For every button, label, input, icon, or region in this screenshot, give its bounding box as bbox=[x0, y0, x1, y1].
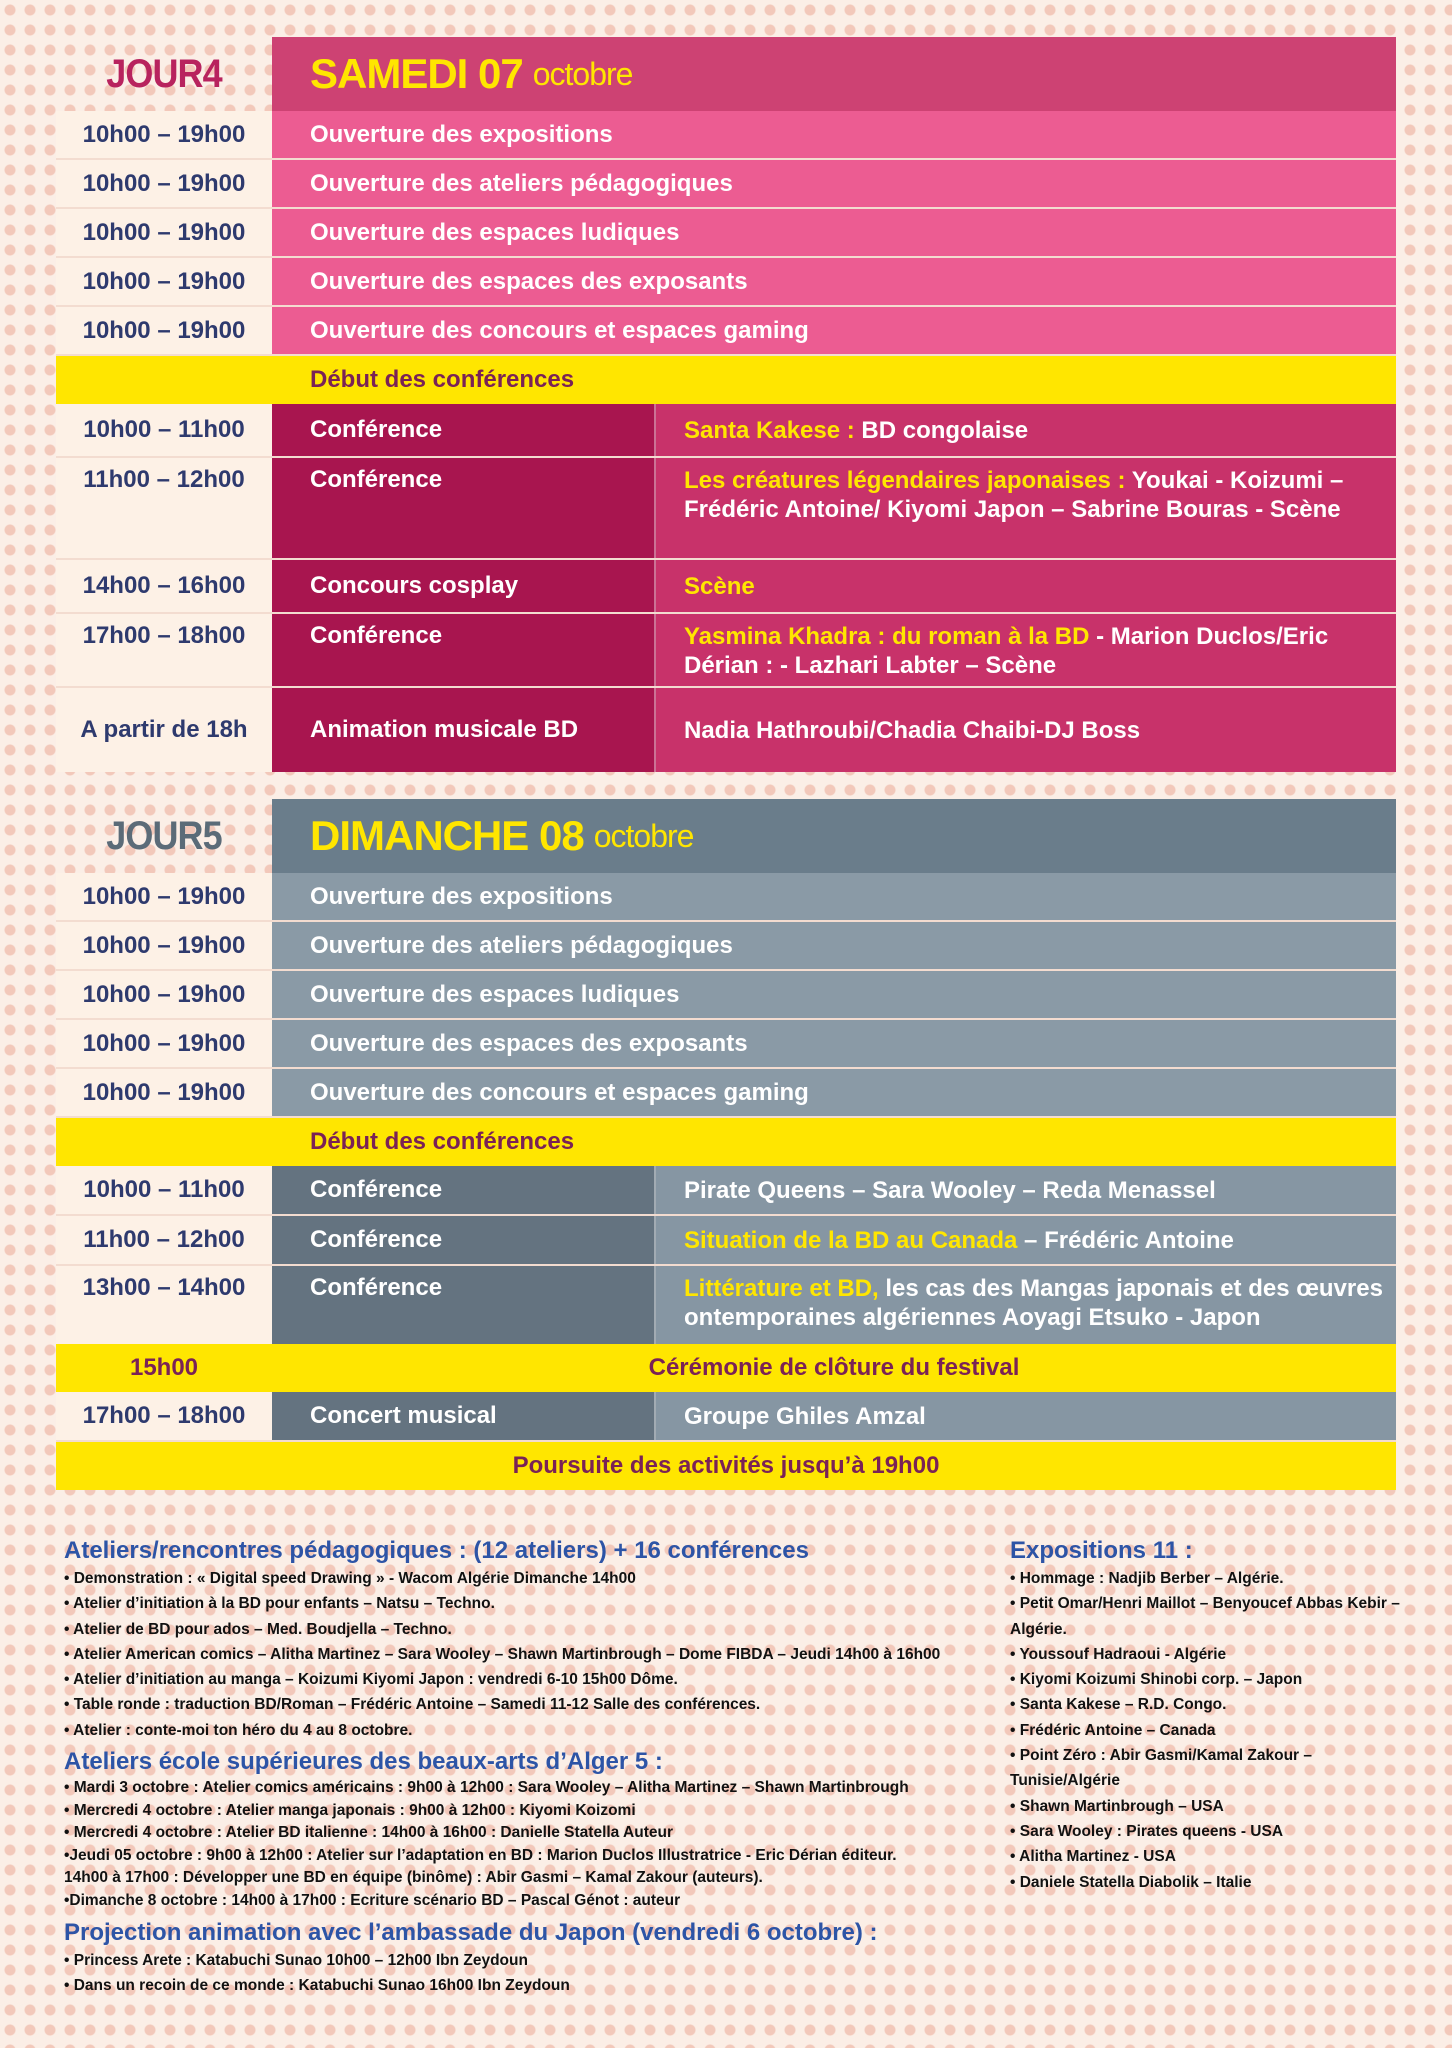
event-row bbox=[56, 560, 1396, 614]
day4-month: octobre bbox=[532, 55, 633, 92]
detail-text: Nadia Hathroubi/Chadia Chaibi-DJ Boss bbox=[684, 716, 1141, 744]
activity-cell: Concert musical bbox=[272, 1392, 656, 1440]
detail-text: – Frédéric Antoine bbox=[1017, 1226, 1234, 1254]
detail-highlight: Littérature et BD, bbox=[684, 1275, 879, 1302]
day5-month: octobre bbox=[593, 817, 694, 854]
projection-heading: Projection animation avec l’ambassade du Japon (vendredi 6 octobre) : bbox=[64, 1919, 878, 1947]
time-cell: 13h00 – 14h00 bbox=[56, 1266, 272, 1344]
detail-cell bbox=[656, 688, 1396, 772]
activity-cell: Conférence bbox=[272, 404, 656, 456]
time-cell: 10h00 – 19h00 bbox=[56, 873, 272, 920]
detail-text: Youkai - Koizumi – Frédéric Antoine/ Kiyomi Japon – Sabrine Bouras - Scène bbox=[684, 467, 1344, 523]
ecole-heading: Ateliers école supérieures des beaux-arts d’Alger 5 : bbox=[64, 1748, 663, 1776]
list-item: •Jeudi 05 octobre : 9h00 à 12h00 : Atelier sur l’adaptation en BD : Marion Duclos Illustratrice - Eric Dérian éditeur. bbox=[64, 1846, 897, 1864]
day4-header bbox=[56, 37, 1396, 111]
opening-label: Ouverture des espaces ludiques bbox=[272, 209, 1396, 256]
opening-label: Ouverture des concours et espaces gaming bbox=[272, 307, 1396, 354]
opening-label: Ouverture des espaces des exposants bbox=[272, 1020, 1396, 1067]
day4-schedule bbox=[56, 37, 1396, 772]
event-row bbox=[56, 614, 1396, 688]
list-item: • Atelier de BD pour ados – Med. Boudjella – Techno. bbox=[64, 1620, 452, 1638]
list-item: • Hommage : Nadjib Berber – Algérie. bbox=[1010, 1570, 1284, 1587]
day5-header bbox=[56, 799, 1396, 873]
schedule-row bbox=[56, 873, 1396, 922]
time-cell: 10h00 – 19h00 bbox=[56, 971, 272, 1018]
list-item: • Atelier d’initiation au manga – Koizumi Kiyomi Japon : vendredi 6-10 15h00 Dôme. bbox=[64, 1671, 678, 1689]
event-row bbox=[56, 1216, 1396, 1266]
schedule-row bbox=[56, 1020, 1396, 1069]
opening-label: Ouverture des expositions bbox=[272, 873, 1396, 920]
detail-cell bbox=[656, 404, 1396, 456]
detail-highlight: Santa Kakese : bbox=[684, 416, 855, 444]
day4-label: JOUR4 bbox=[106, 51, 222, 96]
list-item: • Kiyomi Koizumi Shinobi corp. – Japon bbox=[1010, 1671, 1303, 1689]
detail-cell bbox=[656, 1216, 1396, 1264]
time-cell: 10h00 – 19h00 bbox=[56, 209, 272, 256]
day5-title bbox=[272, 799, 1396, 873]
schedule-row bbox=[56, 160, 1396, 209]
schedule-row bbox=[56, 922, 1396, 971]
schedule-row bbox=[56, 258, 1396, 307]
time-cell: 11h00 – 12h00 bbox=[56, 458, 272, 558]
activity-cell: Conférence bbox=[272, 1266, 656, 1344]
opening-label: Ouverture des ateliers pédagogiques bbox=[272, 922, 1396, 969]
activity-cell: Conférence bbox=[272, 1166, 656, 1214]
detail-cell: Groupe Ghiles Amzal bbox=[656, 1392, 1396, 1440]
event-row bbox=[56, 688, 1396, 772]
opening-label: Ouverture des espaces des exposants bbox=[272, 258, 1396, 305]
event-row bbox=[56, 1166, 1396, 1216]
detail-highlight: Yasmina Khadra : du roman à la BD bbox=[684, 623, 1090, 650]
opening-label: Ouverture des espaces ludiques bbox=[272, 971, 1396, 1018]
day5-label: JOUR5 bbox=[106, 813, 222, 858]
time-cell: 10h00 – 19h00 bbox=[56, 922, 272, 969]
schedule-row bbox=[56, 111, 1396, 160]
day4-title bbox=[272, 37, 1396, 111]
schedule-row bbox=[56, 209, 1396, 258]
detail-cell bbox=[656, 614, 1396, 686]
list-item: • Atelier American comics – Alitha Martinez – Sara Wooley – Shawn Martinbrough – Dome FIBDA – Jeudi 14h00 à 16h00 bbox=[64, 1645, 941, 1663]
event-row bbox=[56, 1266, 1396, 1344]
conference-banner bbox=[56, 356, 1396, 404]
detail-highlight: Les créatures légendaires japonaises : bbox=[684, 467, 1126, 494]
schedule-row bbox=[56, 307, 1396, 356]
detail-text: les cas des Mangas japonais et des œuvres ontemporaines algériennes Aoyagi Etsuko - Japon bbox=[684, 1275, 1383, 1331]
list-item: • Atelier : conte-moi ton héro du 4 au 8 octobre. bbox=[64, 1721, 413, 1739]
detail-cell bbox=[656, 1266, 1396, 1344]
detail-highlight: Scène bbox=[684, 572, 755, 600]
list-item: • Frédéric Antoine – Canada bbox=[1010, 1721, 1216, 1739]
list-item: • Youssouf Hadraoui - Algérie bbox=[1010, 1645, 1227, 1663]
time-cell: 10h00 – 19h00 bbox=[56, 258, 272, 305]
opening-label: Ouverture des concours et espaces gaming bbox=[272, 1069, 1396, 1116]
time-cell: 10h00 – 11h00 bbox=[56, 1166, 272, 1214]
event-row bbox=[56, 404, 1396, 458]
opening-label: Ouverture des ateliers pédagogiques bbox=[272, 160, 1396, 207]
day5-schedule bbox=[56, 799, 1396, 1490]
ateliers-heading: Ateliers/rencontres pédagogiques : (12 ateliers) + 16 conférences bbox=[64, 1537, 809, 1564]
event-row bbox=[56, 1392, 1396, 1442]
activity-cell: Concours cosplay bbox=[272, 560, 656, 612]
list-item: • Petit Omar/Henri Maillot – Benyoucef Abbas Kebir – Algérie. bbox=[1010, 1595, 1400, 1638]
event-row bbox=[56, 458, 1396, 560]
detail-cell bbox=[656, 560, 1396, 612]
list-item: • Alitha Martinez - USA bbox=[1010, 1848, 1176, 1866]
detail-cell bbox=[656, 1166, 1396, 1214]
activity-cell: Conférence bbox=[272, 1216, 656, 1264]
list-item: • Mardi 3 octobre : Atelier comics américains : 9h00 à 12h00 : Sara Wooley – Alitha Martinez – Shawn Martinbrough bbox=[64, 1779, 909, 1797]
time-cell: 10h00 – 19h00 bbox=[56, 111, 272, 158]
detail-highlight: Situation de la BD au Canada bbox=[684, 1226, 1018, 1254]
time-cell: 14h00 – 16h00 bbox=[56, 560, 272, 612]
time-cell: 10h00 – 19h00 bbox=[56, 1020, 272, 1067]
list-item: • Atelier d’initiation à la BD pour enfants – Natsu – Techno. bbox=[64, 1595, 495, 1613]
schedule-row bbox=[56, 1069, 1396, 1118]
list-item: •Dimanche 8 octobre : 14h00 à 17h00 : Ecriture scénario BD – Pascal Génot : auteur bbox=[64, 1891, 681, 1909]
expositions-heading: Expositions 11 : bbox=[1010, 1537, 1193, 1564]
closing-banner bbox=[56, 1442, 1396, 1490]
list-item: • Mercredi 4 octobre : Atelier manga japonais : 9h00 à 12h00 : Kiyomi Koizomi bbox=[64, 1801, 636, 1819]
time-cell: A partir de 18h bbox=[56, 688, 272, 772]
info-right-column bbox=[1010, 1536, 1400, 1895]
time-cell: 10h00 – 11h00 bbox=[56, 404, 272, 456]
list-item: • Dans un recoin de ce monde : Katabuchi Sunao 16h00 Ibn Zeydoun bbox=[64, 1977, 570, 1995]
info-left-column bbox=[64, 1536, 1024, 1999]
list-item: • Sara Wooley : Pirates queens - USA bbox=[1010, 1822, 1284, 1840]
list-item: • Princess Arete : Katabuchi Sunao 10h00 – 12h00 Ibn Zeydoun bbox=[64, 1952, 528, 1970]
time-cell: 10h00 – 19h00 bbox=[56, 160, 272, 207]
day4-date: SAMEDI 07 bbox=[310, 50, 523, 97]
time-cell: 17h00 – 18h00 bbox=[56, 614, 272, 686]
detail-text: BD congolaise bbox=[854, 416, 1029, 444]
list-item: • Shawn Martinbrough – USA bbox=[1010, 1797, 1224, 1815]
closing-label: Poursuite des activités jusqu’à 19h00 bbox=[512, 1452, 940, 1479]
day5-date: DIMANCHE 08 bbox=[310, 812, 584, 859]
ceremony-time: 15h00 bbox=[129, 1354, 199, 1381]
list-item: • Table ronde : traduction BD/Roman – Frédéric Antoine – Samedi 11-12 Salle des conférences. bbox=[64, 1696, 761, 1714]
conference-banner-label: Début des conférences bbox=[310, 1128, 575, 1155]
time-cell: 10h00 – 19h00 bbox=[56, 1069, 272, 1116]
ceremony-banner bbox=[56, 1344, 1396, 1392]
list-item: • Demonstration : « Digital speed Drawing » - Wacom Algérie Dimanche 14h00 bbox=[64, 1570, 636, 1587]
conference-banner bbox=[56, 1118, 1396, 1166]
list-item: • Mercredi 4 octobre : Atelier BD italienne : 14h00 à 16h00 : Danielle Statella Auteur bbox=[64, 1824, 673, 1842]
list-item: 14h00 à 17h00 : Développer une BD en équipe (binôme) : Abir Gasmi – Kamal Zakour (auteurs). bbox=[64, 1869, 763, 1887]
activity-cell: Conférence bbox=[272, 458, 656, 558]
conference-banner-label: Début des conférences bbox=[310, 366, 575, 393]
detail-text: - Marion Duclos/Eric Dérian : - Lazhari Labter – Scène bbox=[684, 623, 1329, 679]
time-cell: 17h00 – 18h00 bbox=[56, 1392, 272, 1440]
opening-label: Ouverture des expositions bbox=[272, 111, 1396, 158]
schedule-row bbox=[56, 971, 1396, 1020]
list-item: • Daniele Statella Diabolik – Italie bbox=[1010, 1873, 1252, 1891]
list-item: • Santa Kakese – R.D. Congo. bbox=[1010, 1696, 1227, 1714]
time-cell: 10h00 – 19h00 bbox=[56, 307, 272, 354]
ceremony-label: Cérémonie de clôture du festival bbox=[648, 1354, 1020, 1381]
list-item: • Point Zéro : Abir Gasmi/Kamal Zakour – Tunisie/Algérie bbox=[1010, 1747, 1313, 1790]
time-cell: 11h00 – 12h00 bbox=[56, 1216, 272, 1264]
activity-cell: Conférence bbox=[272, 614, 656, 686]
detail-cell bbox=[656, 458, 1396, 558]
activity-cell: Animation musicale BD bbox=[272, 688, 656, 772]
detail-text: Pirate Queens – Sara Wooley – Reda Menassel bbox=[684, 1176, 1216, 1204]
